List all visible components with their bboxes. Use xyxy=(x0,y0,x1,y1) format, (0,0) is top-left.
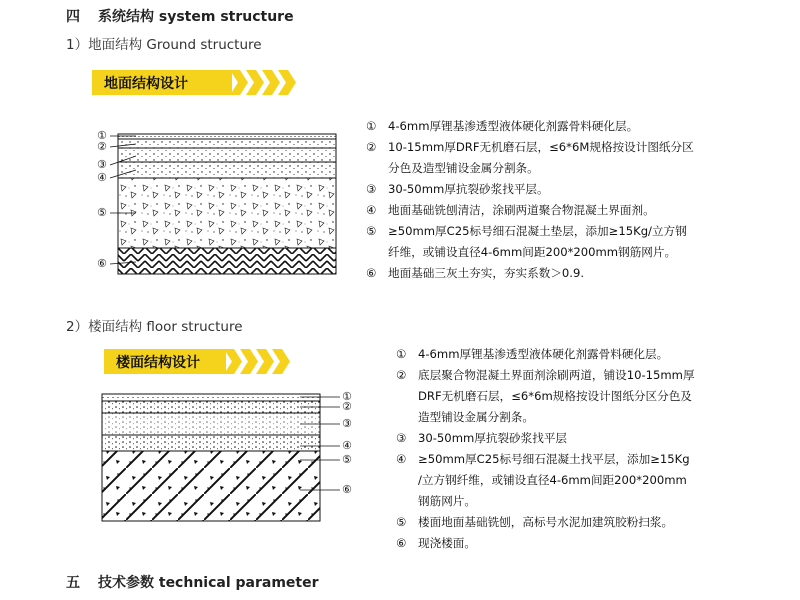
legend-item: ③ 30-50mm厚抗裂砂浆找平层。 xyxy=(366,182,549,196)
section-heading-technical-parameter xyxy=(66,572,319,592)
ground-design-banner xyxy=(92,70,232,95)
floor-layer-label: ② xyxy=(342,400,352,413)
floor-design-banner xyxy=(104,349,226,374)
ground-layer-label: ① xyxy=(97,129,107,142)
legend-item: ⑥ 地面基础三灰土夯实，夯实系数＞0.9. xyxy=(366,266,585,280)
chevron-arrows-icon xyxy=(224,349,296,374)
legend-item-continuation: 分色及造型铺设金属分割条。 xyxy=(388,161,539,175)
legend-item: ④ ≥50mm厚C25标号细石混凝土找平层，添加≥15Kg xyxy=(396,452,690,466)
legend-item: ⑤ ≥50mm厚C25标号细石混凝土垫层，添加≥15Kg/立方钢 xyxy=(366,224,687,238)
legend-item: ① 4-6mm厚锂基渗透型液体硬化剂露骨料硬化层。 xyxy=(396,347,669,361)
section-number: 五 xyxy=(66,575,80,591)
floor-banner-label: 楼面结构设计 xyxy=(116,354,200,371)
ground-layer-label: ③ xyxy=(97,158,107,171)
ground-banner-label: 地面结构设计 xyxy=(104,75,188,92)
floor-layer-label: ③ xyxy=(342,417,352,430)
floor-layer-label: ① xyxy=(342,390,352,403)
ground-layer-label: ④ xyxy=(97,171,107,184)
floor-structure-heading: 2）楼面结构 floor structure xyxy=(66,319,243,335)
legend-item-continuation: 纤维，或铺设直径4-6mm间距200*200mm钢筋网片。 xyxy=(388,245,677,259)
section-number: 四 xyxy=(66,9,80,25)
legend-item-continuation: /立方钢纤维，或铺设直径4-6mm间距200*200mm xyxy=(418,473,687,487)
legend-item-continuation: 钢筋网片。 xyxy=(418,494,476,508)
ground-layer-label: ⑥ xyxy=(97,257,107,270)
ground-structure-heading: 1）地面结构 Ground structure xyxy=(66,37,262,53)
legend-item: ⑥ 现浇楼面。 xyxy=(396,536,476,550)
ground-layer-label: ⑤ xyxy=(97,206,107,219)
chevron-arrows-icon xyxy=(230,70,302,95)
legend-item: ① 4-6mm厚锂基渗透型液体硬化剂露骨料硬化层。 xyxy=(366,119,639,133)
section-heading-system-structure xyxy=(66,6,294,26)
legend-item: ② 10-15mm厚DRF无机磨石层，≤6*6M规格按设计图纸分区 xyxy=(366,140,694,154)
floor-structure-diagram xyxy=(100,390,350,525)
floor-layer-label: ④ xyxy=(342,439,352,452)
legend-item: ② 底层聚合物混凝土界面剂涂刷两道，铺设10-15mm厚 xyxy=(396,368,695,382)
floor-layer-label: ⑥ xyxy=(342,483,352,496)
section-title: 系统结构 system structure xyxy=(98,9,294,25)
legend-item: ③ 30-50mm厚抗裂砂浆找平层 xyxy=(396,431,568,445)
floor-layer-label: ⑤ xyxy=(342,453,352,466)
ground-structure-diagram xyxy=(96,128,346,278)
legend-item-continuation: 造型铺设金属分割条。 xyxy=(418,410,534,424)
legend-item-continuation: DRF无机磨石层，≤6*6m规格按设计图纸分区分色及 xyxy=(418,389,692,403)
legend-item: ⑤ 楼面地面基础铣刨，高标号水泥加建筑胶粉扫浆。 xyxy=(396,515,674,529)
legend-item: ④ 地面基础铣刨清洁，涂刷两道聚合物混凝土界面剂。 xyxy=(366,203,655,217)
section-title: 技术参数 technical parameter xyxy=(98,575,319,591)
ground-layer-label: ② xyxy=(97,140,107,153)
